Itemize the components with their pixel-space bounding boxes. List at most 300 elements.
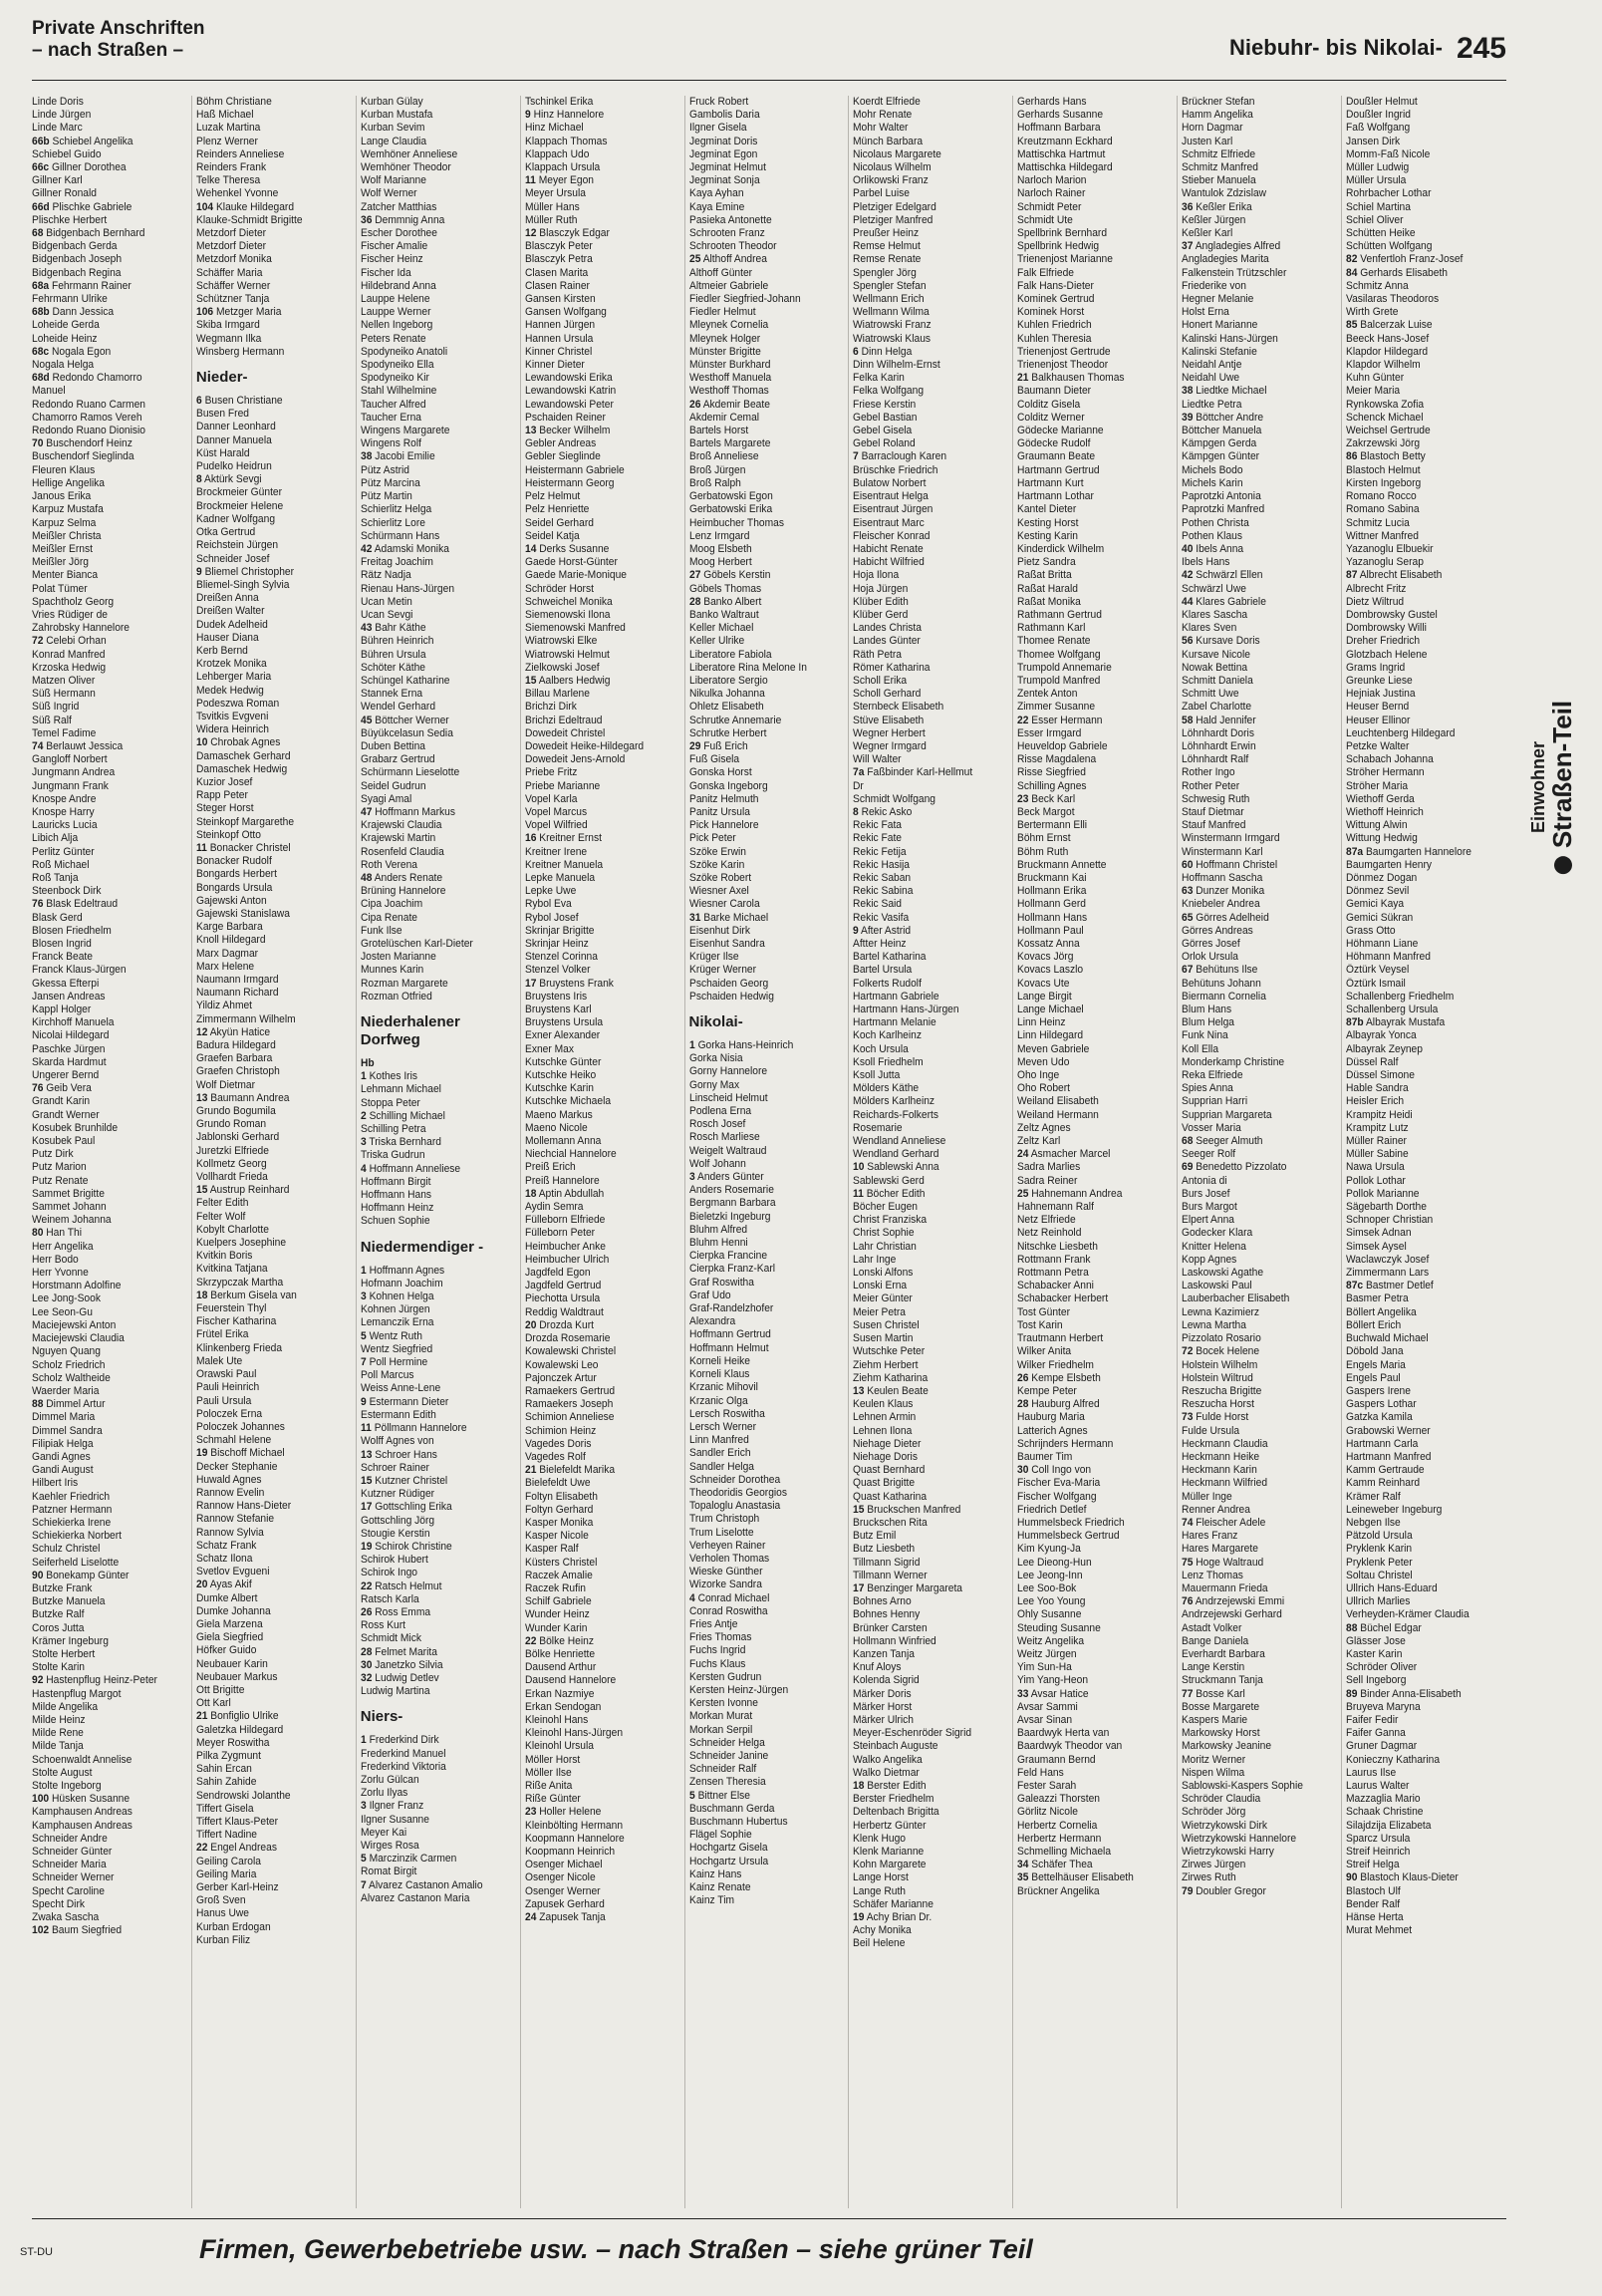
house-number: 89 [1346,1687,1358,1700]
resident-name: Estermann Edith [360,1408,436,1421]
resident-entry [525,412,681,425]
resident-name: Paschke Jürgen [32,1042,106,1055]
resident-name: Blastoch Klaus-Dieter [1360,1871,1459,1884]
resident-name: Pollok Marianne [1346,1187,1420,1200]
resident-entry [689,1434,846,1447]
resident-entry [853,174,1009,187]
resident-name: Tiffert Klaus-Peter [195,1816,278,1828]
resident-entry [1017,148,1174,161]
resident-name: Kobylt Charlotte [195,1223,269,1236]
resident-name: Linde Marc [32,122,83,135]
resident-entry [1182,1688,1338,1701]
resident-entry [32,583,188,596]
resident-name: Michels Bodo [1182,463,1243,476]
resident-name: Keller Ulrike [688,635,744,648]
resident-name: Beeck Hans-Josef [1346,332,1430,345]
resident-name: Fuß Gisela [688,753,739,766]
resident-entry [32,1661,188,1674]
directory-column [361,96,521,2208]
resident-entry [1346,280,1503,293]
resident-name: Laurus Walter [1346,1780,1410,1792]
resident-entry [196,855,353,868]
resident-entry [196,1434,353,1447]
resident-name: Rannow Hans-Dieter [195,1500,292,1513]
resident-entry [689,1065,846,1078]
resident-entry [196,1158,353,1171]
resident-entry [1017,556,1174,569]
resident-name: Pollok Lothar [1346,1174,1406,1187]
resident-entry [196,763,353,776]
resident-name: Blask Gerd [32,911,83,924]
resident-entry [1346,109,1503,122]
resident-entry [1182,122,1338,135]
resident-entry [361,688,517,701]
resident-entry [853,1332,1009,1345]
resident-name: Szöke Erwin [688,845,746,858]
resident-entry [32,1004,188,1016]
resident-name: Keßler Erika [1196,200,1252,213]
resident-name: Koopmann Hannelore [524,1832,625,1845]
resident-entry [361,1515,517,1528]
resident-entry [196,1763,353,1776]
resident-name: Fleischer Adele [1196,1516,1266,1529]
resident-entry [1182,136,1338,148]
resident-name: Wemhöner Anneliese [360,147,458,160]
resident-entry [853,201,1009,214]
resident-name: Kleinohl Hans-Jürgen [524,1727,623,1740]
house-number: 44 [1182,595,1194,608]
resident-name: Schiel Martina [1346,200,1412,213]
resident-name: Streif Helga [1346,1859,1400,1871]
resident-entry [1346,1557,1503,1570]
resident-name: Müller Rainer [1346,1135,1408,1148]
resident-name: Meier Petra [853,1305,907,1318]
resident-entry [689,596,846,609]
resident-name: Taucher Erna [360,411,421,424]
resident-name: Lee Dieong-Hun [1017,1556,1092,1569]
resident-name: Gerber Karl-Heinz [195,1881,279,1894]
resident-name: Kovacs Ute [1017,977,1070,990]
resident-entry [1182,1504,1338,1517]
resident-entry [32,1635,188,1648]
resident-name: Bölke Henriette [524,1647,595,1660]
resident-entry [361,1149,517,1162]
resident-entry [525,1688,681,1701]
resident-entry [196,1461,353,1474]
resident-entry [32,1398,188,1411]
resident-name: Pothen Christa [1182,516,1250,529]
resident-name: Lepke Uwe [524,885,576,898]
resident-name: Anders Renate [374,871,442,884]
resident-entry [853,346,1009,359]
resident-entry [32,109,188,122]
resident-name: Ott Karl [195,1697,231,1710]
resident-name: Kopp Agnes [1182,1253,1237,1266]
resident-name: Mölders Käthe [853,1082,920,1095]
resident-name: Raczek Amalie [524,1569,593,1581]
resident-entry [525,1095,681,1108]
resident-entry [1346,1727,1503,1740]
resident-name: Malek Ute [195,1354,243,1367]
resident-name: Thomee Wolfgang [1017,648,1101,661]
resident-entry [853,1188,1009,1201]
resident-name: Klares Sascha [1182,608,1248,621]
resident-entry [853,793,1009,806]
resident-entry [1182,253,1338,266]
resident-entry [1017,346,1174,359]
resident-name: Grandt Karin [32,1095,91,1108]
resident-entry [853,1595,1009,1608]
resident-name: Butzke Manuela [32,1595,106,1608]
resident-entry [1017,1661,1174,1674]
resident-entry [361,227,517,240]
house-number: 48 [360,871,373,884]
resident-entry [32,333,188,346]
resident-entry [525,1570,681,1582]
resident-name: Ucan Metin [360,595,412,608]
resident-name: Akdemir Beate [702,398,770,411]
resident-name: Weitz Jürgen [1017,1647,1077,1660]
resident-name: Böttcher Andre [1196,411,1264,424]
resident-name: Schmelling Michaela [1017,1846,1112,1859]
resident-name: Celebi Orhan [46,635,107,648]
resident-entry [853,1780,1009,1793]
resident-entry [1346,490,1503,503]
resident-name: Sell Ingeborg [1346,1674,1407,1687]
house-number: 65 [1182,911,1194,924]
resident-name: Wirges Rosa [360,1839,419,1852]
resident-name: Becker Wilhelm [538,425,611,437]
resident-name: Weiland Hermann [1017,1108,1100,1121]
resident-entry [361,148,517,161]
resident-entry [1182,649,1338,662]
resident-entry [361,1123,517,1136]
resident-entry [1182,1332,1338,1345]
resident-name: Spodyneiko Kir [360,372,429,385]
resident-entry [1346,346,1503,359]
resident-entry [196,96,353,109]
resident-name: Akdemir Cemal [688,411,759,424]
resident-name: Öztürk Veysel [1346,964,1410,977]
resident-name: Antonia di [1182,1174,1227,1187]
resident-name: Hoja Jürgen [853,582,909,595]
resident-entry [1017,1016,1174,1029]
resident-entry [1346,1148,1503,1161]
resident-name: Dimmel Maria [32,1411,96,1424]
house-number: 85 [1346,319,1358,332]
resident-entry [196,473,353,486]
resident-entry [361,1449,517,1462]
resident-entry [196,1302,353,1315]
resident-entry [1346,1740,1503,1753]
resident-name: Gandi August [32,1464,94,1477]
resident-name: Milde Angelika [32,1700,99,1713]
resident-entry [853,96,1009,109]
house-number: 17 [360,1501,373,1514]
resident-entry [1182,556,1338,569]
resident-name: Dimmel Artur [46,1398,106,1411]
resident-entry [361,1396,517,1409]
resident-entry [689,715,846,727]
resident-entry [196,1829,353,1842]
house-number: 5 [688,1789,695,1802]
resident-entry [525,688,681,701]
resident-name: Löhnhardt Doris [1182,726,1255,739]
resident-name: Schmitt Daniela [1182,674,1254,687]
resident-name: Gonska Ingeborg [688,779,768,792]
resident-name: Sendrowski Jolanthe [195,1789,291,1802]
resident-name: Felmet Marita [375,1645,437,1658]
resident-entry [525,991,681,1004]
resident-entry [1017,437,1174,450]
resident-entry [1017,1635,1174,1648]
resident-name: Pschaiden Georg [688,977,768,990]
resident-entry [196,1710,353,1723]
resident-name: Narloch Rainer [1017,187,1086,200]
resident-entry [32,832,188,845]
resident-name: Bongards Ursula [195,881,273,894]
resident-entry [1182,596,1338,609]
resident-name: Dudek Adelheid [195,618,268,631]
resident-entry [1346,1451,1503,1464]
resident-name: Jegminat Egon [688,147,757,160]
resident-name: Fulde Ursula [1182,1424,1240,1437]
resident-entry [525,174,681,187]
resident-entry [1182,806,1338,819]
resident-entry [1017,780,1174,793]
resident-entry [1017,1241,1174,1254]
directory-column [1017,96,1178,2208]
resident-entry [853,385,1009,398]
resident-entry [32,1069,188,1082]
resident-name: Michels Karin [1182,476,1243,489]
resident-entry [361,267,517,280]
resident-name: Doubler Gregor [1196,1884,1267,1897]
resident-name: Graf Roswitha [688,1276,754,1289]
resident-entry [1182,1122,1338,1135]
resident-entry [853,490,1009,503]
resident-entry [525,846,681,859]
resident-entry [196,987,353,1000]
resident-entry [32,517,188,530]
resident-entry [525,96,681,109]
resident-name: Engels Maria [1346,1358,1406,1371]
resident-entry [1017,609,1174,622]
resident-entry [1346,1122,1503,1135]
resident-name: Ramaekers Joseph [524,1398,613,1411]
resident-entry [1017,635,1174,648]
resident-entry [1346,503,1503,516]
resident-name: Bosse Margarete [1182,1700,1260,1713]
resident-name: Hinz Michael [524,122,584,135]
resident-entry [689,161,846,174]
resident-name: Nispen Wilma [1182,1766,1245,1779]
resident-entry [1017,1411,1174,1424]
resident-entry [196,829,353,842]
resident-name: Kersten Ivonne [688,1697,758,1710]
resident-entry [1017,1004,1174,1016]
resident-entry [1346,740,1503,753]
resident-entry [689,1131,846,1144]
resident-name: Fuß Erich [702,739,748,752]
resident-name: Trienenjost Gertrude [1017,345,1111,358]
resident-entry [1017,240,1174,253]
resident-entry [853,938,1009,951]
resident-entry [1346,780,1503,793]
resident-entry [1182,1674,1338,1687]
resident-name: Baum Siegfried [51,1924,123,1937]
resident-name: Moog Elsbeth [688,542,752,555]
resident-name: Faß Wolfgang [1346,122,1411,135]
resident-entry [1346,333,1503,346]
resident-entry [196,1684,353,1697]
resident-name: Derks Susanne [538,542,610,555]
resident-entry [361,819,517,832]
resident-name: Kasper Ralf [524,1543,579,1556]
resident-name: Rynkowska Zofia [1346,398,1425,411]
resident-entry [1346,951,1503,964]
resident-entry [853,1069,1009,1082]
resident-entry [1017,1622,1174,1635]
resident-name: Rybol Eva [524,898,572,911]
resident-entry [689,819,846,832]
resident-name: Stauf Dietmar [1182,805,1244,818]
resident-name: Munnes Karin [360,964,424,977]
resident-entry [1346,964,1503,977]
resident-name: Butzke Ralf [32,1608,85,1621]
resident-name: Küst Harald [195,446,250,459]
resident-name: Heuser Bernd [1346,701,1410,714]
resident-name: Ibels Hans [1182,556,1230,569]
resident-name: Yazanoglu Serap [1346,556,1425,569]
resident-name: Busen Fred [195,408,249,421]
resident-entry [196,579,353,592]
resident-entry [689,1224,846,1237]
resident-name: Frederkind Viktoria [360,1760,446,1773]
resident-name: Kamphausen Andreas [32,1819,133,1832]
resident-entry [1017,569,1174,582]
resident-entry [525,227,681,240]
resident-name: Kadner Wolfgang [195,512,275,525]
resident-name: Blosen Ingrid [32,938,92,950]
resident-entry [853,293,1009,306]
resident-entry [361,793,517,806]
resident-entry [689,96,846,109]
resident-name: Redondo Chamorro [52,372,142,385]
resident-name: Tiffert Gisela [195,1802,254,1815]
resident-entry [361,1462,517,1475]
resident-name: Kvitkina Tatjana [195,1263,268,1276]
resident-entry [196,122,353,135]
resident-name: Buchwald Michael [1346,1332,1429,1345]
resident-name: Schallenberg Friedhelm [1346,990,1455,1003]
resident-name: Sandler Erich [688,1447,751,1460]
resident-name: Koopmann Heinrich [524,1846,615,1859]
resident-entry [853,753,1009,766]
resident-entry [196,539,353,552]
resident-entry [1182,1595,1338,1608]
resident-name: Maciejewski Anton [32,1318,117,1331]
resident-entry [689,780,846,793]
resident-entry [1017,912,1174,925]
resident-entry [1346,1004,1503,1016]
resident-entry [196,513,353,526]
resident-entry [1017,938,1174,951]
resident-name: Wilker Friedhelm [1017,1358,1095,1371]
resident-name: Müller Hans [524,200,580,213]
resident-name: Gemici Kaya [1346,898,1405,911]
house-number: 87 [1346,569,1358,582]
resident-entry [1017,898,1174,911]
resident-entry [32,925,188,938]
resident-name: Kniebeler Andrea [1182,898,1260,911]
resident-entry [32,609,188,622]
resident-name: Tiffert Nadine [195,1829,257,1842]
resident-name: Küsters Christel [524,1556,598,1569]
resident-entry [1182,1398,1338,1411]
resident-entry [1182,622,1338,635]
resident-entry [361,662,517,675]
resident-entry [689,1474,846,1487]
resident-entry [32,1122,188,1135]
resident-entry [32,1570,188,1582]
resident-entry [361,1202,517,1215]
resident-name: Gorny Hannelore [688,1065,767,1078]
resident-name: Jansen Andreas [32,990,106,1003]
resident-name: Vries Rüdiger de [32,608,108,621]
resident-entry [32,148,188,161]
resident-entry [525,872,681,885]
resident-entry [361,806,517,819]
resident-name: Skrinjar Brigitte [524,924,595,937]
resident-entry [32,1345,188,1358]
resident-name: Schneider Janine [688,1749,768,1762]
resident-name: Svetlov Evgueni [195,1566,270,1578]
resident-name: Momm-Faß Nicole [1346,147,1431,160]
resident-entry [32,253,188,266]
resident-name: Rozman Margarete [360,977,448,990]
resident-name: Karpuz Selma [32,516,97,529]
resident-entry [361,385,517,398]
resident-name: Angladegies Marita [1182,253,1269,266]
resident-entry [361,1136,517,1149]
resident-entry [853,1582,1009,1595]
resident-name: Wietrzykowski Dirk [1182,1819,1268,1832]
resident-entry [1346,662,1503,675]
resident-name: Fuchs Klaus [688,1657,745,1670]
resident-name: Rekic Sabina [853,885,914,898]
resident-entry [32,1175,188,1188]
resident-name: Josten Marianne [360,951,436,964]
resident-entry [196,1118,353,1131]
resident-name: Wellmann Erich [853,293,926,306]
resident-name: Ibels Anna [1196,542,1244,555]
resident-name: Bruckschen Rita [853,1516,929,1529]
resident-name: Lersch Roswitha [688,1407,765,1420]
resident-name: Sablewski Gerd [853,1174,926,1187]
resident-name: Bange Daniela [1182,1634,1249,1647]
resident-entry [1346,1701,1503,1714]
resident-entry [196,434,353,447]
resident-name: Heckmann Wilfried [1182,1477,1268,1490]
resident-entry [361,635,517,648]
resident-name: Frederkind Manuel [360,1747,446,1760]
resident-name: Bliemel-Singh Sylvia [195,578,290,591]
resident-name: Ott Brigitte [195,1683,245,1696]
resident-name: Rapp Peter [195,789,248,802]
resident-name: Ziehm Herbert [853,1358,919,1371]
resident-name: Hartmann Carla [1346,1437,1419,1450]
